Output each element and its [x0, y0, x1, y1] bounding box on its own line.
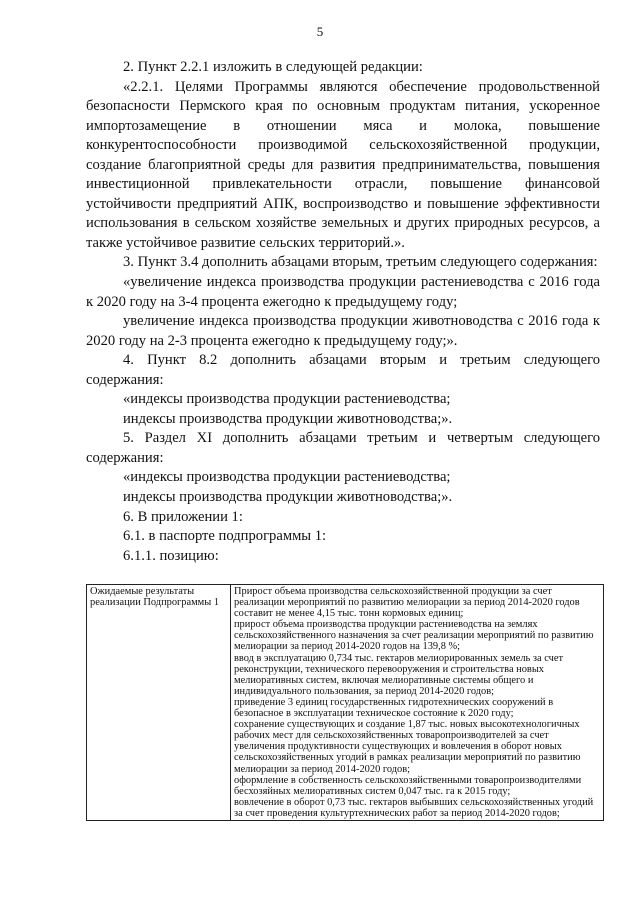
list-item: ввод в эксплуатацию 0,734 тыс. гектаров мелиорированных земель за счет реконструкции, технического перевооружения и строительства новых мелиоративных систем, включая мелиоративные системы общего и индивидуального пользования, за период 2014-2020 годов; — [234, 652, 563, 697]
expected-results-table — [86, 584, 604, 821]
paragraph-livestock-indexes: индексы производства продукции животноводства;». — [123, 410, 453, 427]
page-number: 5 — [316, 24, 324, 39]
paragraph-item-3: 3. Пункт 3.4 дополнить абзацами вторым, третьим следующего содержания: — [123, 254, 598, 271]
table-row — [87, 585, 604, 821]
list-item: сохранение существующих и создание 1,87 тыс. новых высокотехнологичных рабочих мест для сельскохозяйственных товаропроизводителей за счет увеличения продуктивности существующих и вовлечения в оборот новых сельскохозяйственных угодий в рамках реализации мероприятий по развитию мелиорации за период 2014-2020 годов; — [234, 719, 581, 775]
paragraph-livestock-indexes-2: индексы производства продукции животноводства;». — [123, 489, 453, 506]
paragraph-item-6: 6. В приложении 1: — [123, 508, 243, 525]
table-label-cell: Ожидаемые результаты реализации Подпрограммы 1 — [87, 585, 231, 821]
paragraph-livestock-index: увеличение индекса производства продукции животноводства с 2016 года к 2020 году на 2-3 процента ежегодно к предыдущему году;». — [86, 313, 600, 349]
list-item: прирост объема производства продукции растениеводства на землях сельскохозяйственного назначения за счет реализации мероприятий по развитию мелиорации за период 2014-2020 годов на 139,8 %; — [234, 619, 594, 653]
paragraph-plant-indexes-2: «индексы производства продукции растениеводства; — [123, 469, 451, 486]
paragraph-item-6-1-1: 6.1.1. позицию: — [123, 547, 219, 564]
paragraph-item-6-1: 6.1. в паспорте подпрограммы 1: — [123, 528, 327, 545]
list-item: оформление в собственность сельскохозяйственными товаропроизводителями бесхозяйных мелиоративных систем 0,047 тыс. га к 2015 году; — [234, 774, 582, 797]
paragraph-plant-index: «увеличение индекса производства продукции растениеводства с 2016 года к 2020 году на 3-4 процента ежегодно к предыдущему году; — [86, 274, 600, 310]
list-item: вовлечение в оборот 0,73 тыс. гектаров выбывших сельскохозяйственных угодий за счет проведения культуртехнических работ за период 2014-2020 годов; — [234, 796, 594, 819]
list-item: Прирост объема производства сельскохозяйственной продукции за счет реализации мероприятий по развитию мелиорации за период 2014-2020 годов составит не менее 4,15 тыс. тонн кормовых единиц; — [234, 586, 580, 620]
paragraph-item-5: 5. Раздел XI дополнить абзацами третьим и четвертым следующего содержания: — [86, 430, 600, 466]
table-content-cell — [231, 585, 604, 821]
document-body — [86, 58, 600, 566]
paragraph-item-4: 4. Пункт 8.2 дополнить абзацами вторым и третьим следующего содержания: — [86, 352, 600, 388]
paragraph-item-2: 2. Пункт 2.2.1 изложить в следующей редакции: — [123, 59, 423, 75]
list-item: приведение 3 единиц государственных гидротехнических сооружений в безопасное в эксплуатации техническое состояние к 2020 году; — [234, 696, 554, 720]
paragraph-plant-indexes: «индексы производства продукции растениеводства; — [123, 391, 451, 408]
paragraph-goals: «2.2.1. Целями Программы являются обеспечение продовольственной безопасности Пермского края по основным продуктам питания, ускоренное импортозамещение в отношении мяса и молока, повышение конкурентоспособности производимой сельскохозяйственной продукции, создание благоприятной среды для развития предпринимательства, повышения инвестиционной привлекательности отрасли, повышение финансовой устойчивости предприятий АПК, воспроизводство и повышение эффективности использования в сельском хозяйстве земельных и других природных ресурсов, а также устойчивое развитие сельских территорий.». — [86, 78, 600, 251]
